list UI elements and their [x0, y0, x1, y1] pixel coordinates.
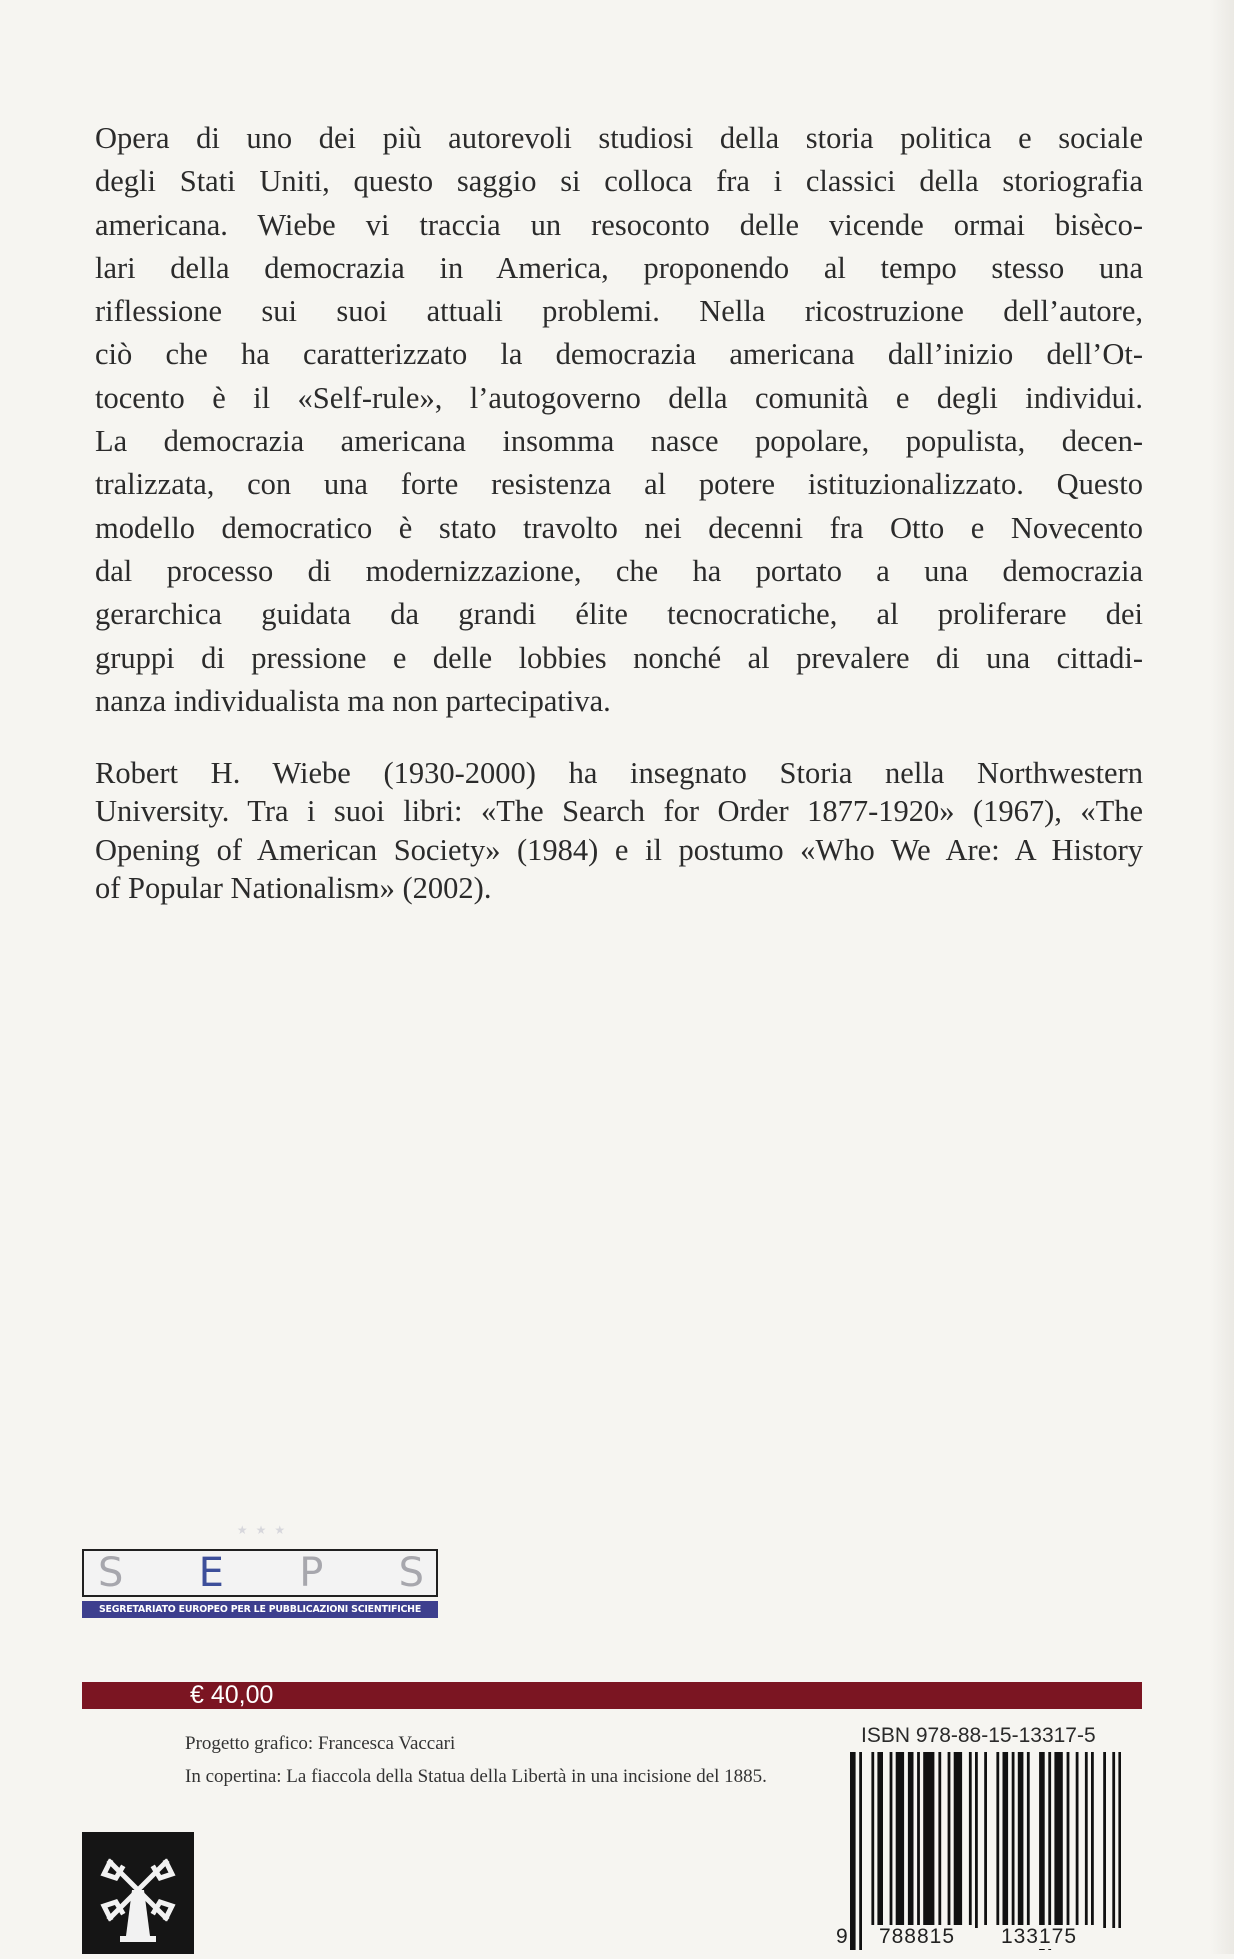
barcode-bar [850, 1752, 856, 1950]
barcode-bar [1067, 1752, 1070, 1928]
barcode-bar [890, 1752, 893, 1928]
barcode [836, 1752, 1121, 1954]
barcode-left-digits: 788815 [862, 1925, 972, 1949]
text-line: ciò che ha caratterizzato la democrazia americana dall’inizio dell’Ot- [95, 337, 1143, 372]
barcode-bar [877, 1752, 883, 1928]
barcode-right-digits: 133175 [984, 1925, 1094, 1949]
price: € 40,00 [190, 1681, 274, 1709]
price-bar [82, 1682, 1142, 1709]
barcode-first-digit: 9 [836, 1925, 848, 1948]
text-line: gruppi di pressione e delle lobbies nonché al prevalere di una cittadi- [95, 640, 1143, 675]
text-line: tralizzata, con una forte resistenza al potere istituzionalizzato. Questo [95, 467, 1143, 502]
barcode-bar [1085, 1752, 1088, 1928]
barcode-bar [871, 1752, 874, 1928]
text-line: La democrazia americana insomma nasce popolare, populista, decen- [95, 424, 1143, 459]
cover-edge-shadow [1210, 0, 1234, 1954]
credits [185, 1727, 825, 1793]
barcode-bar [984, 1752, 987, 1928]
text-line: gerarchica guidata da grandi élite tecnocratiche, al proliferare dei [95, 597, 1143, 632]
seps-logo [82, 1523, 442, 1633]
barcode-bars [836, 1752, 1121, 1954]
publisher-logo [82, 1832, 194, 1954]
seps-tagline: SEGRETARIATO EUROPEO PER LE PUBBLICAZIONI SCIENTIFICHE [82, 1601, 438, 1618]
seps-stars: ★★★ [236, 1523, 294, 1537]
text-line: nanza individualista ma non partecipativa. [95, 683, 611, 718]
barcode-bar [1003, 1752, 1009, 1928]
design-credit: Progetto grafico: Francesca Vaccari [185, 1733, 456, 1754]
barcode-bar [1076, 1752, 1079, 1928]
barcode-bar [1103, 1752, 1106, 1928]
cover-credit: In copertina: La fiaccola della Statua della Libertà in una incisione del 1885. [185, 1766, 767, 1787]
barcode-bar [1112, 1752, 1115, 1928]
text-line: americana. Wiebe vi traccia un resoconto delle vicende ormai bisèco- [95, 207, 1143, 242]
barcode-bar [954, 1752, 962, 1928]
seps-letter: P [299, 1550, 324, 1596]
barcode-bar [908, 1752, 914, 1928]
seps-letter: S [398, 1550, 424, 1596]
text-line: of Popular Nationalism» (2002). [95, 870, 492, 905]
barcode-bar [969, 1752, 972, 1928]
barcode-bar [975, 1752, 978, 1928]
text-line: lari della democrazia in America, proponendo al tempo stesso una [95, 250, 1143, 285]
barcode-bar [996, 1752, 999, 1928]
seps-wordmark-box [82, 1549, 438, 1597]
text-line: tocento è il «Self-rule», l’autogoverno della comunità e degli individui. [95, 380, 1143, 415]
text-line: University. Tra i suoi libri: «The Search for Order 1877-1920» (1967), «The [95, 794, 1143, 829]
text-line: degli Stati Uniti, questo saggio si colloca fra i classici della storiografia [95, 164, 1143, 199]
author-bio [95, 754, 1143, 907]
barcode-bar [1048, 1752, 1051, 1950]
windmill-icon [82, 1832, 194, 1954]
barcode-bar [948, 1752, 951, 1928]
barcode-bar [896, 1752, 904, 1928]
barcode-digits [836, 1925, 1121, 1949]
text-line: Opera di uno dei più autorevoli studiosi della storia politica e sociale [95, 121, 1143, 155]
barcode-bar [1027, 1752, 1030, 1928]
barcode-bar [1118, 1752, 1121, 1928]
seps-letter: E [198, 1550, 224, 1596]
barcode-bar [923, 1752, 934, 1928]
barcode-bar [1091, 1752, 1094, 1928]
barcode-bar [917, 1752, 920, 1928]
text-line: dal processo di modernizzazione, che ha portato a una democrazia [95, 553, 1143, 588]
text-line: Opening of American Society» (1984) e il postumo «Who We Are: A History [95, 832, 1143, 867]
text-line: Robert H. Wiebe (1930-2000) ha insegnato Storia nella Northwestern [95, 756, 1143, 790]
seps-wordmark [98, 1551, 424, 1595]
barcode-bar [1039, 1752, 1045, 1950]
barcode-bar [1012, 1752, 1015, 1928]
seps-letter: S [98, 1550, 124, 1596]
book-description [95, 117, 1143, 723]
text-line: riflessione sui suoi attuali problemi. Nella ricostruzione dell’autore, [95, 294, 1143, 329]
barcode-bar [938, 1752, 941, 1928]
barcode-bar [1018, 1752, 1024, 1928]
text-line: modello democratico è stato travolto nei decenni fra Otto e Novecento [95, 510, 1143, 545]
barcode-bar [1054, 1752, 1062, 1928]
barcode-bar [859, 1752, 862, 1950]
isbn-label: ISBN 978-88-15-13317-5 [861, 1724, 1096, 1747]
